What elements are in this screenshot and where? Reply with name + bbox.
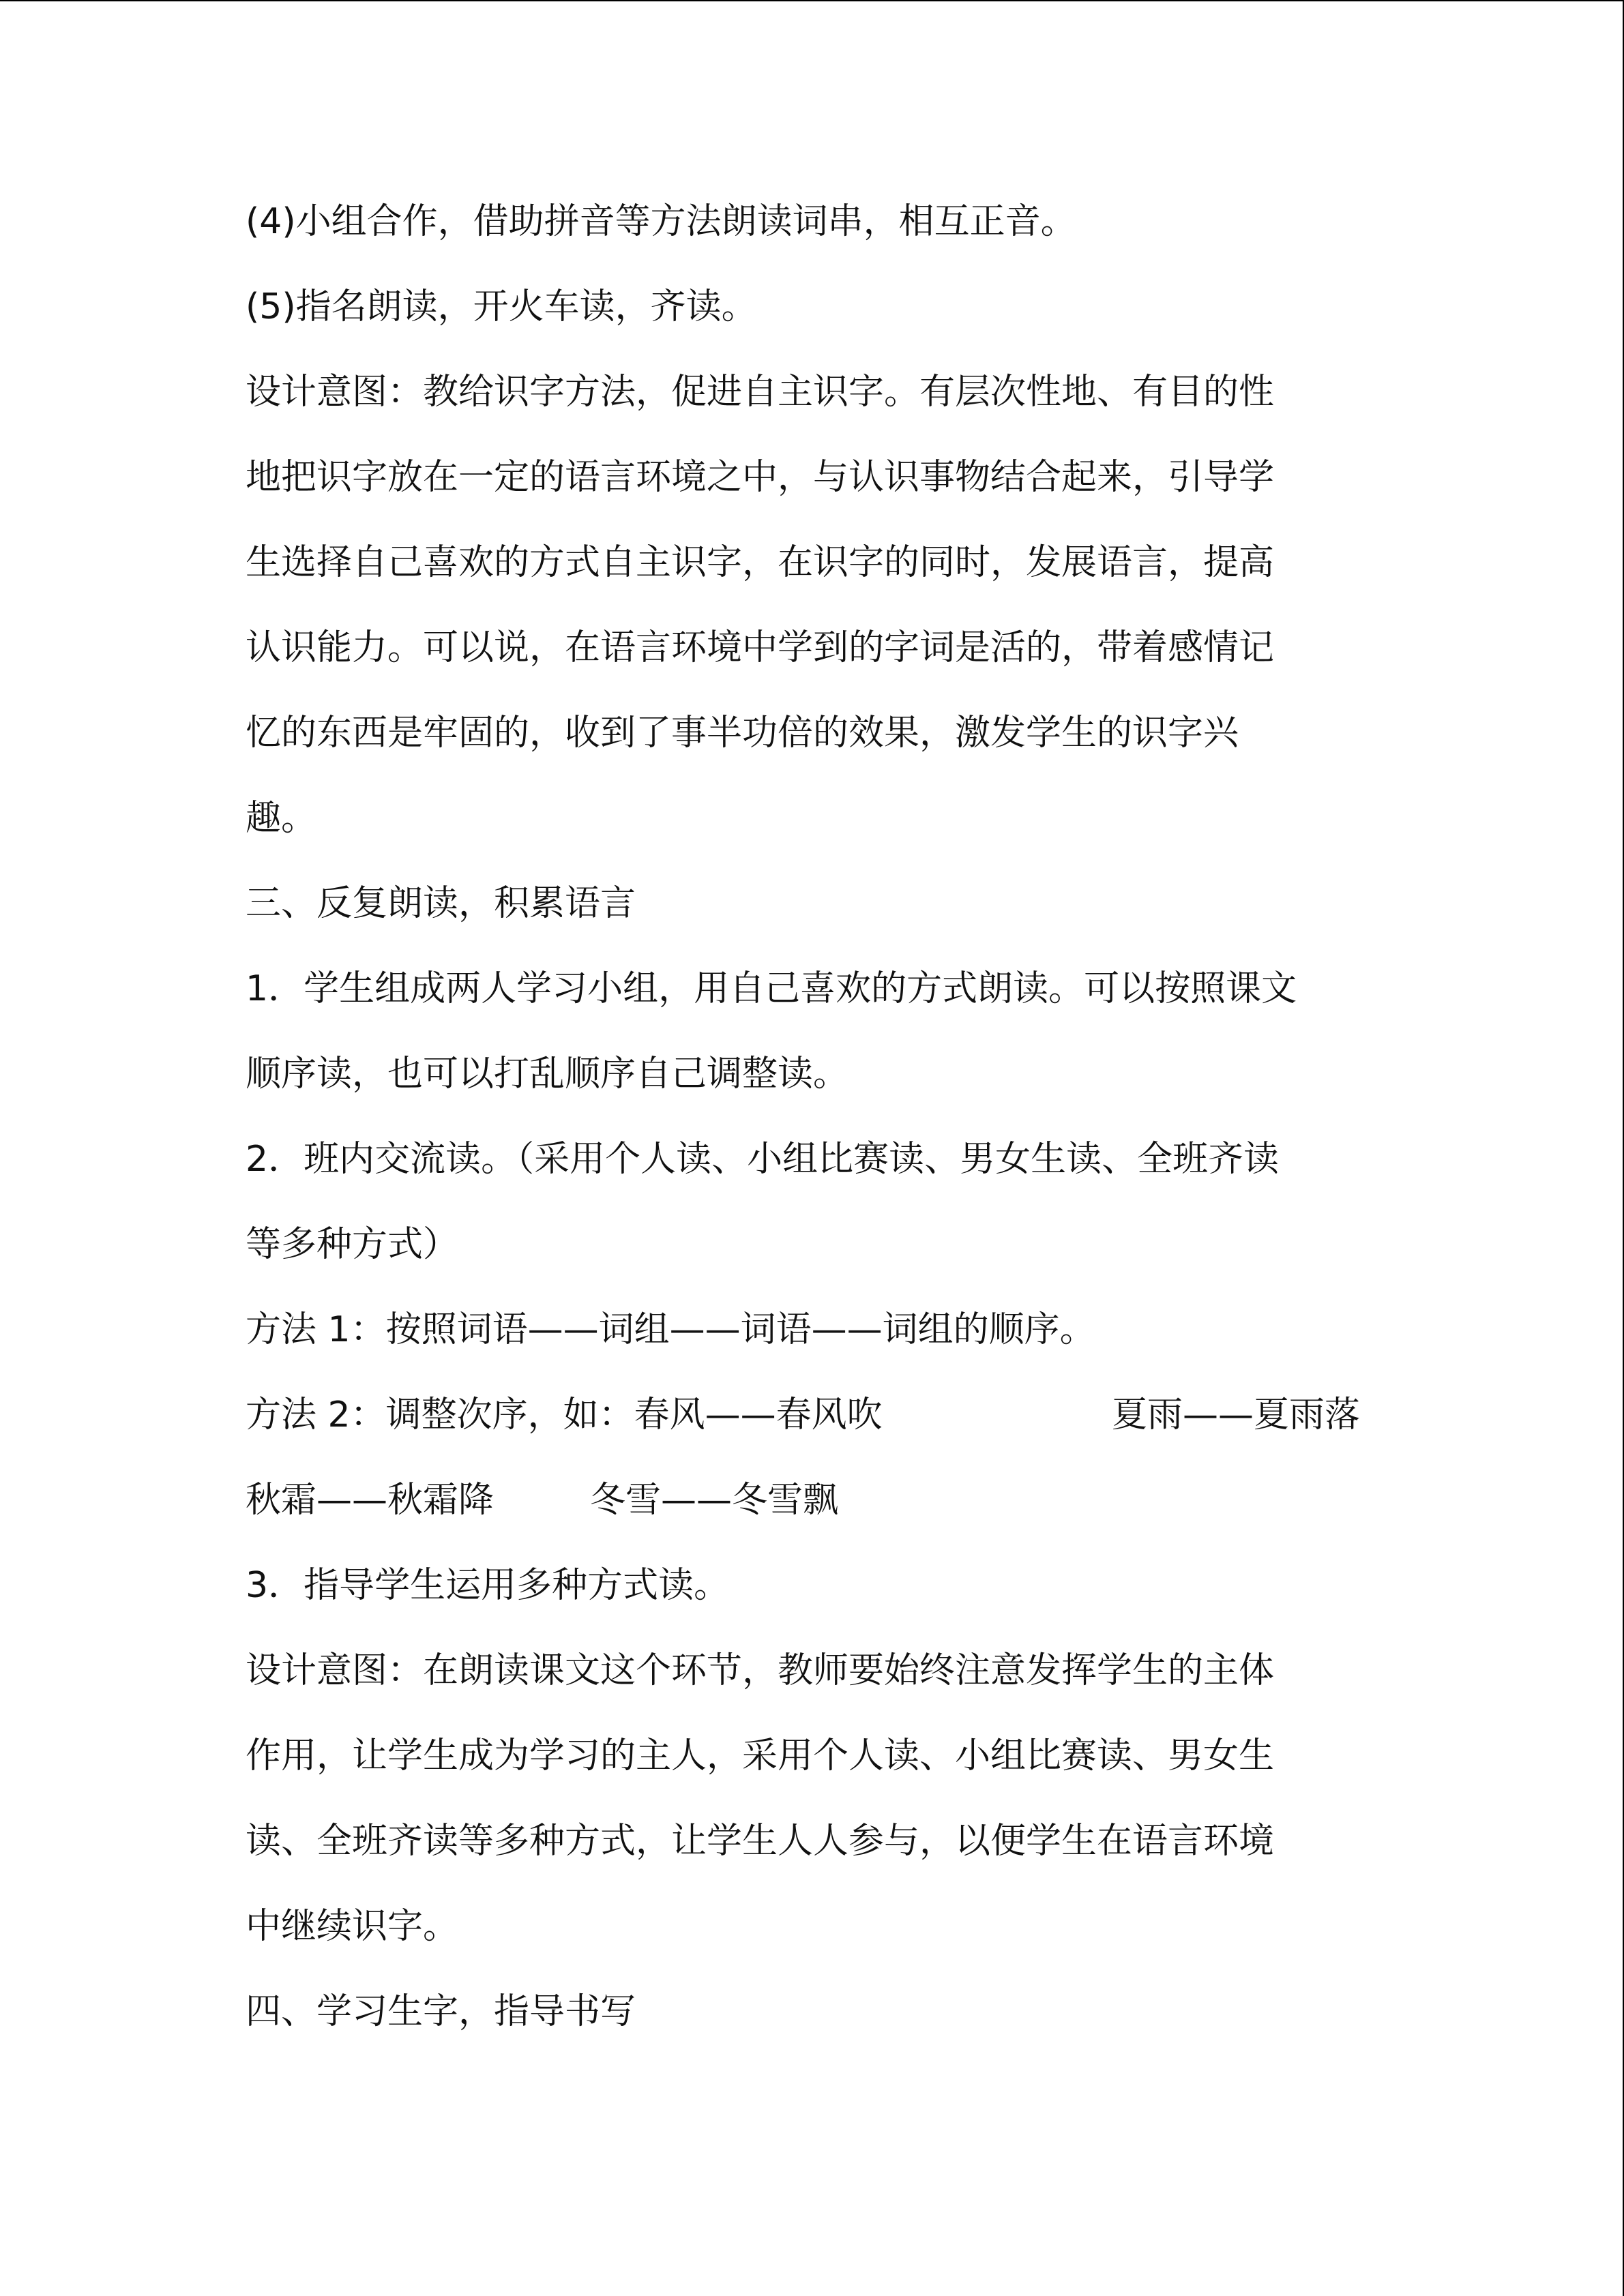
numbered-item-1-cont: 顺序读，也可以打乱顺序自己调整读。 (246, 1054, 849, 1094)
section-heading-3: 三、反复朗读，积累语言 (246, 883, 636, 924)
design-intent-line: 地把识字放在一定的语言环境之中，与认识事物结合起来，引导学 (246, 457, 1275, 498)
design-intent-line: 生选择自己喜欢的方式自主识字，在识字的同时，发展语言，提高 (246, 542, 1275, 583)
design-intent-line: 设计意图：教给识字方法，促进自主识字。有层次性地、有目的性 (246, 372, 1275, 413)
design-intent-2-line: 设计意图：在朗读课文这个环节，教师要始终注意发挥学生的主体 (246, 1650, 1275, 1691)
method-2-summer: 夏雨——夏雨落 (1112, 1395, 1361, 1435)
numbered-item-3: 3．指导学生运用多种方式读。 (246, 1565, 730, 1606)
design-intent-2-line: 中继续识字。 (246, 1906, 459, 1947)
numbered-item-1: 1．学生组成两人学习小组，用自己喜欢的方式朗读。可以按照课文 (246, 968, 1297, 1009)
design-intent-line: 认识能力。可以说，在语言环境中学到的字词是活的，带着感情记 (246, 627, 1275, 668)
numbered-item-2: 2．班内交流读。（采用个人读、小组比赛读、男女生读、全班齐读 (246, 1139, 1280, 1180)
paragraph-step-4: (4)小组合作，借助拼音等方法朗读词串，相互正音。 (246, 201, 1076, 242)
section-heading-4: 四、学习生字，指导书写 (246, 1991, 636, 2032)
method-2-autumn: 秋霜——秋霜降 (246, 1480, 494, 1521)
paragraph-step-5: (5)指名朗读，开火车读，齐读。 (246, 286, 757, 327)
method-2-first: 方法 2：调整次序，如：春风——春风吹 (246, 1395, 883, 1435)
method-1-line: 方法 1：按照词语——词组——词语——词组的顺序。 (246, 1309, 1095, 1350)
method-2-winter: 冬雪——冬雪飘 (590, 1480, 839, 1521)
design-intent-2-line: 作用，让学生成为学习的主人，采用个人读、小组比赛读、男女生 (246, 1735, 1275, 1776)
numbered-item-2-cont: 等多种方式） (246, 1224, 459, 1265)
design-intent-line: 忆的东西是牢固的，收到了事半功倍的效果，激发学生的识字兴 (246, 713, 1239, 754)
method-2-line (246, 1391, 1381, 1439)
design-intent-2-line: 读、全班齐读等多种方式，让学生人人参与，以便学生在语言环境 (246, 1821, 1275, 1862)
method-2-cont-line (246, 1476, 1381, 1524)
design-intent-line: 趣。 (246, 798, 317, 839)
